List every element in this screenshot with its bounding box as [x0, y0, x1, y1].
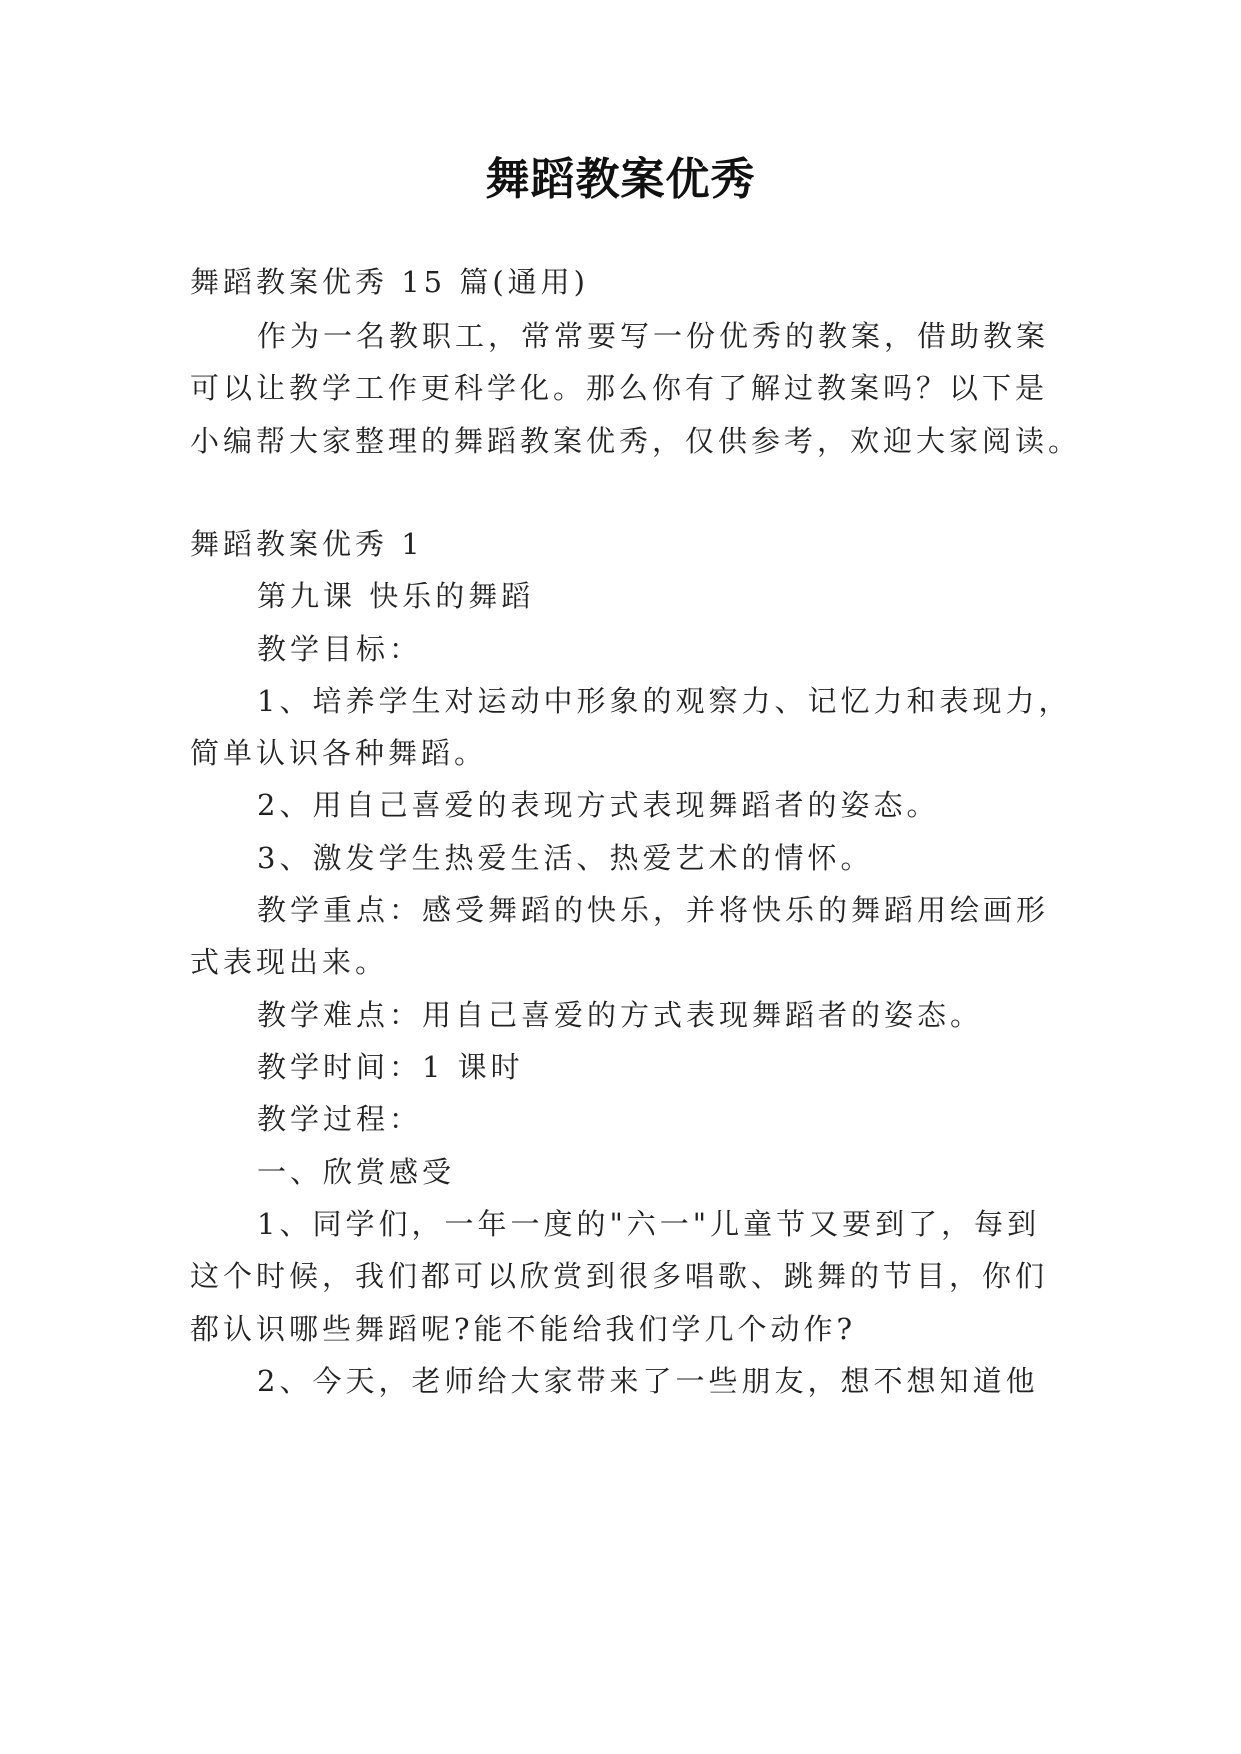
body-line: 一、欣赏感受	[257, 1155, 456, 1189]
body-line: 简单认识各种舞蹈。	[190, 736, 488, 770]
body-line: 1、培养学生对运动中形象的观察力、记忆力和表现力，	[257, 684, 1072, 718]
subtitle-line: 舞蹈教案优秀 15 篇(通用)	[190, 265, 589, 299]
body-line: 这个时候，我们都可以欣赏到很多唱歌、跳舞的节目，你们	[190, 1259, 1049, 1293]
intro-line: 作为一名教职工，常常要写一份优秀的教案，借助教案	[257, 319, 1050, 353]
body-line: 式表现出来。	[190, 945, 389, 979]
body-line: 教学重点：感受舞蹈的快乐，并将快乐的舞蹈用绘画形	[257, 893, 1050, 927]
body-line: 2、今天，老师给大家带来了一些朋友，想不想知道他	[257, 1364, 1039, 1398]
body-line: 2、用自己喜爱的表现方式表现舞蹈者的姿态。	[257, 788, 940, 822]
document-title: 舞蹈教案优秀	[485, 154, 756, 205]
intro-line: 小编帮大家整理的舞蹈教案优秀，仅供参考，欢迎大家阅读。	[190, 424, 1082, 458]
section-heading: 舞蹈教案优秀 1	[190, 527, 424, 561]
body-line: 1、同学们，一年一度的"六一"儿童节又要到了，每到	[257, 1207, 1041, 1241]
body-line: 3、激发学生热爱生活、热爱艺术的情怀。	[257, 841, 874, 875]
body-line: 教学过程：	[257, 1102, 423, 1136]
body-line: 教学目标：	[257, 632, 423, 666]
body-line: 教学难点：用自己喜爱的方式表现舞蹈者的姿态。	[257, 998, 984, 1032]
body-line: 都认识哪些舞蹈呢?能不能给我们学几个动作?	[190, 1312, 857, 1346]
body-line: 教学时间：1 课时	[257, 1050, 524, 1084]
intro-line: 可以让教学工作更科学化。那么你有了解过教案吗？以下是	[190, 371, 1049, 405]
lesson-title: 第九课 快乐的舞蹈	[257, 579, 535, 613]
